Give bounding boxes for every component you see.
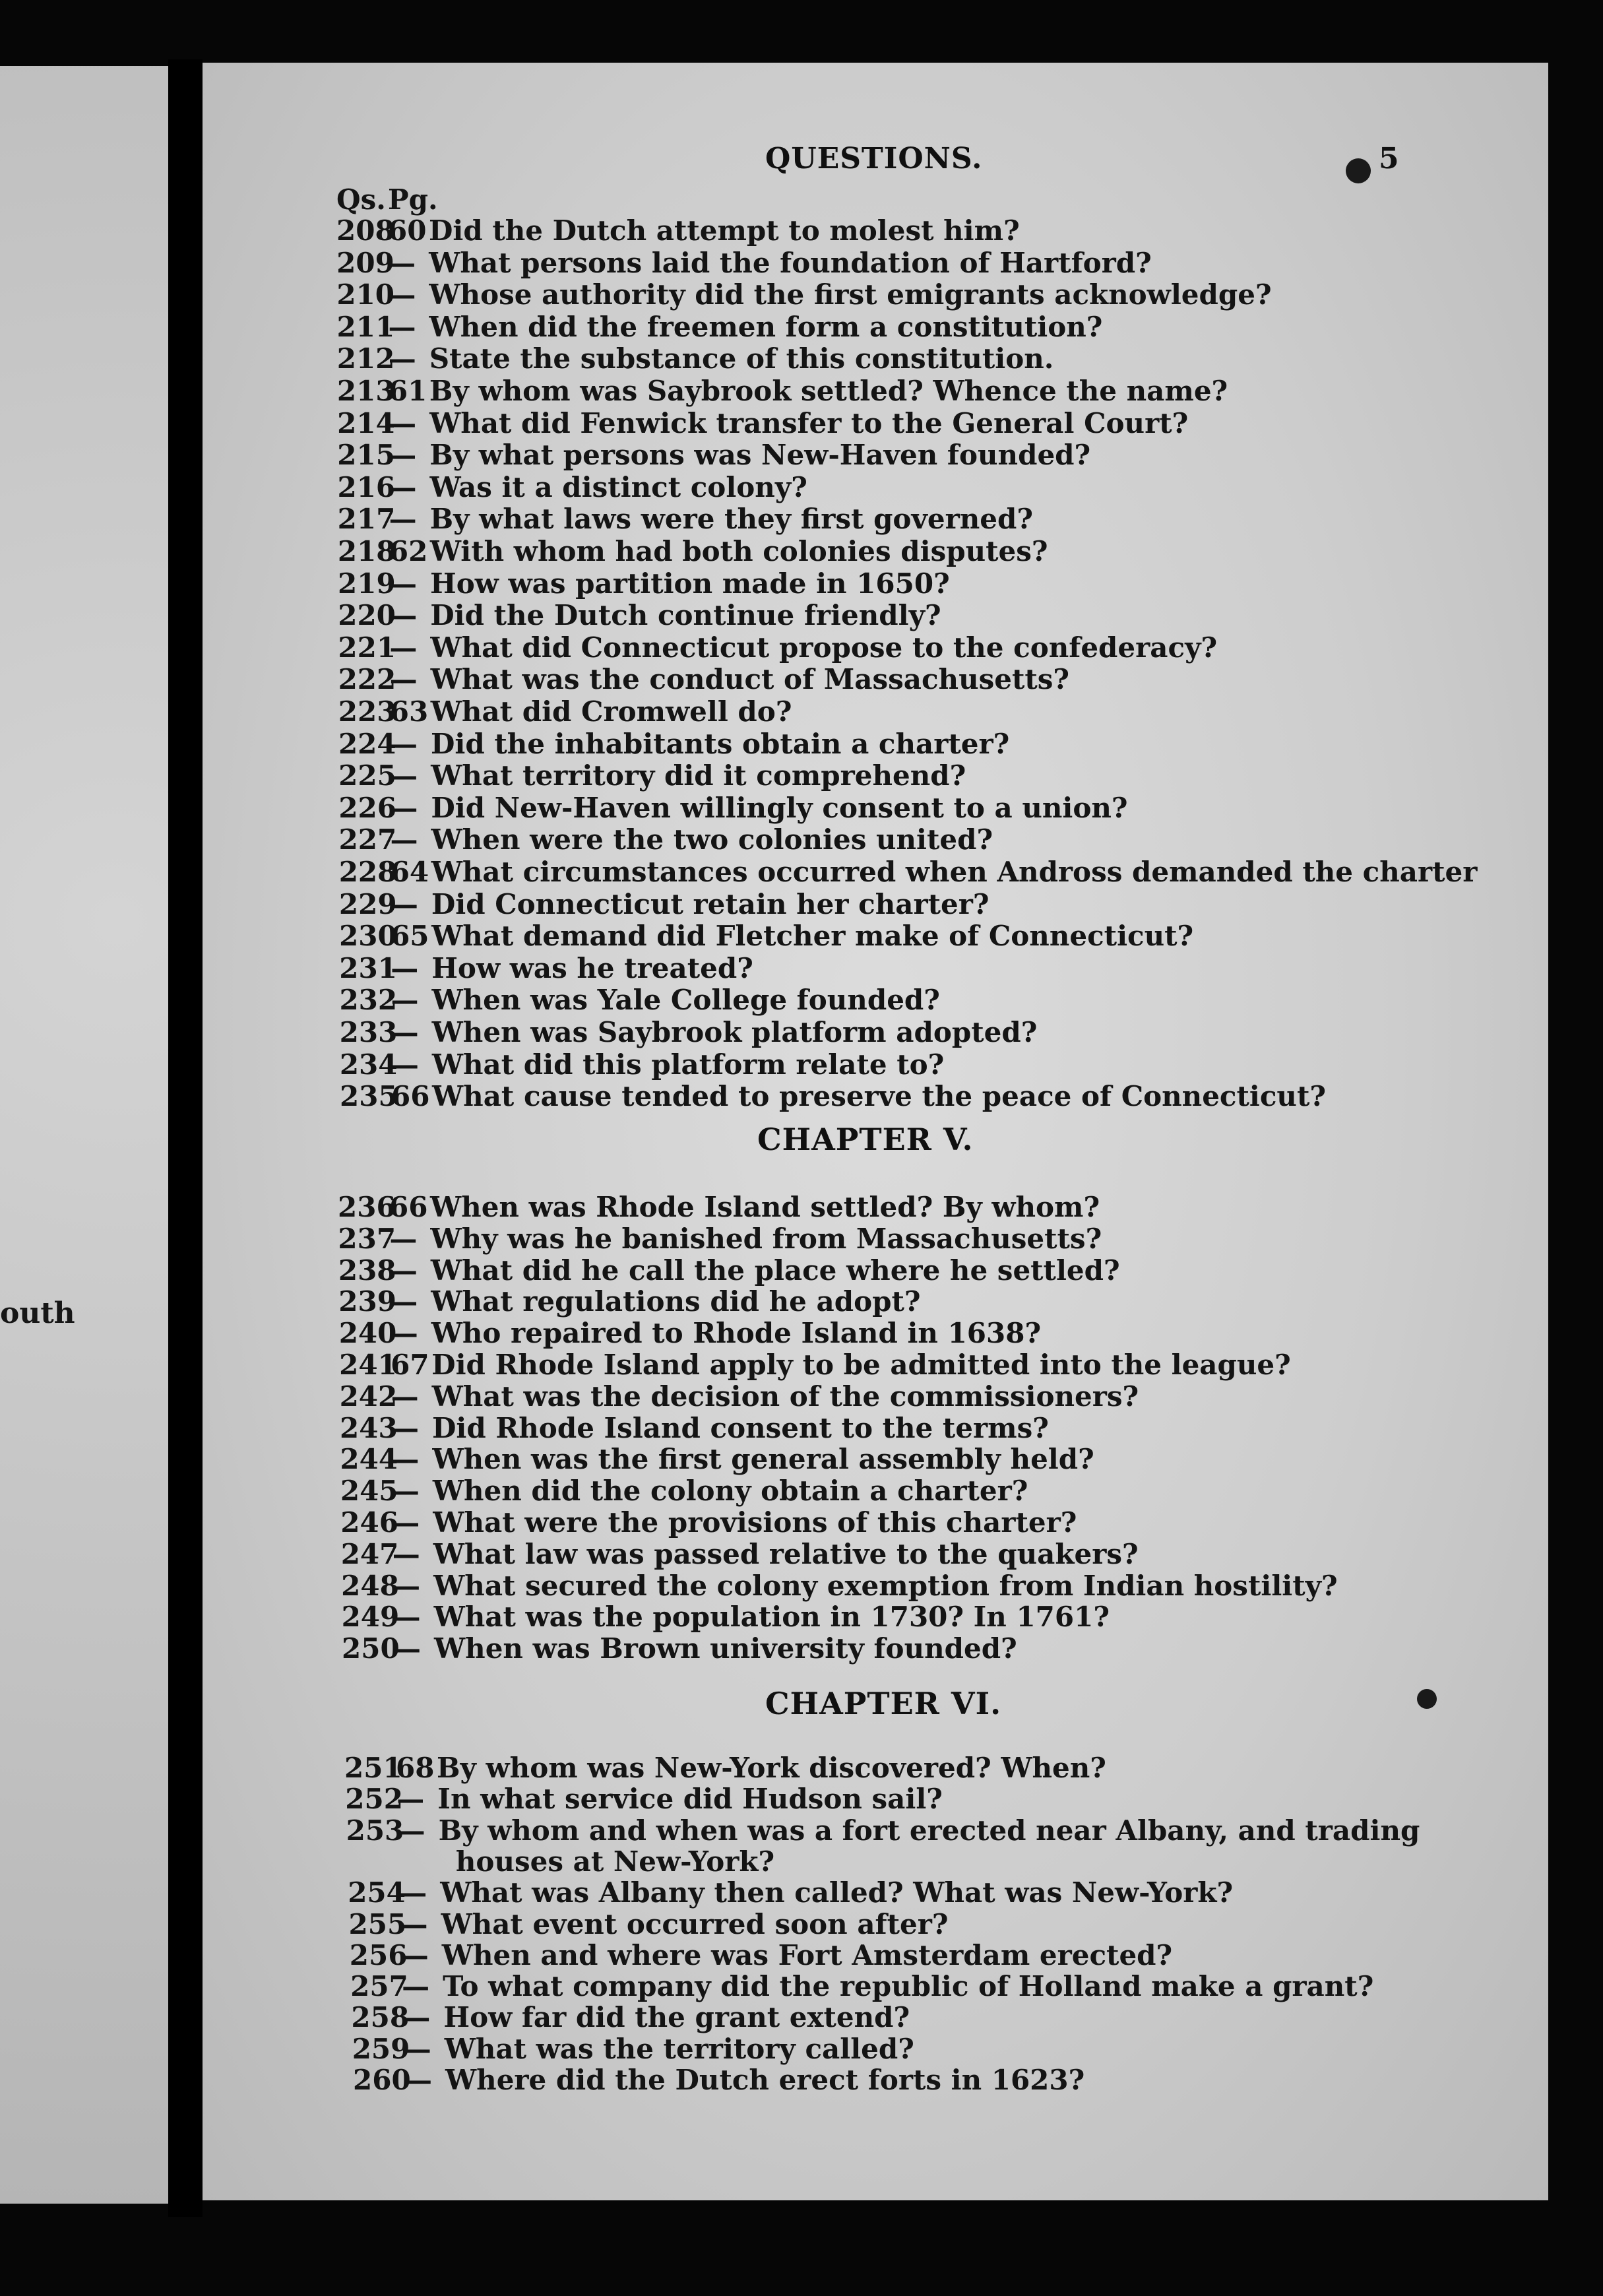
page-reference: 63 (389, 695, 429, 728)
question-line (338, 1191, 1100, 1224)
question-line (350, 1970, 1373, 2003)
page-reference: 67 (391, 1349, 429, 1381)
page-reference: — (388, 278, 416, 311)
question-number: 235 (340, 1080, 398, 1113)
question-text: By what persons was New-Haven founded? (429, 439, 1091, 472)
page-reference: — (393, 1601, 421, 1634)
question-line (338, 1285, 920, 1318)
question-text: What was the territory called? (444, 2032, 914, 2065)
book-gutter (168, 59, 203, 2217)
left-page-text-fragment: outh (0, 1296, 75, 1330)
question-line (340, 1443, 1094, 1476)
page-reference: — (389, 567, 418, 600)
page-reference: — (389, 1222, 418, 1255)
question-line (339, 856, 1478, 889)
question-number: 226 (338, 791, 396, 824)
page-reference: — (403, 2032, 431, 2065)
question-number: 219 (338, 567, 396, 600)
question-text: What territory did it comprehend? (431, 759, 966, 792)
question-line (337, 342, 1054, 375)
question-text: What circumstances occurred when Andross demanded the charter (431, 856, 1478, 888)
question-number: 233 (339, 1016, 398, 1048)
question-text: What regulations did he adopt? (431, 1285, 921, 1318)
question-line (341, 1570, 1338, 1603)
question-text: What did this platform relate to? (431, 1048, 945, 1081)
question-text: By whom was New-York discovered? When? (437, 1752, 1106, 1784)
question-line (340, 1080, 1326, 1113)
question-line (346, 1814, 1420, 1847)
running-head: QUESTIONS. (765, 142, 983, 175)
question-line (337, 311, 1103, 344)
question-number: 237 (338, 1222, 396, 1255)
question-line (338, 631, 1217, 664)
question-text: State the substance of this constitution. (429, 342, 1054, 375)
page-reference: — (389, 406, 417, 439)
question-text: When did the colony obtain a charter? (432, 1475, 1028, 1508)
column-header (336, 183, 438, 216)
question-number: 234 (339, 1048, 398, 1081)
page-reference: — (391, 1475, 420, 1508)
page-reference: 60 (388, 214, 427, 247)
question-text: Did Rhode Island consent to the terms? (432, 1411, 1049, 1444)
page-reference: 62 (389, 535, 428, 567)
question-line (342, 1601, 1110, 1634)
page-number: 5 (1379, 142, 1399, 175)
page-reference: — (389, 631, 418, 664)
question-line (344, 1752, 1106, 1785)
question-line (338, 503, 1033, 536)
question-line (338, 599, 941, 632)
question-text: How was he treated? (431, 951, 753, 984)
question-number: 250 (342, 1632, 400, 1665)
page-reference: — (389, 503, 417, 536)
question-text: Was it a distinct colony? (429, 470, 807, 503)
question-number: 216 (337, 470, 396, 503)
question-number: 213 (336, 375, 395, 407)
question-text: With whom had both colonies disputes? (429, 535, 1048, 567)
question-text: What were the provisions of this charter? (433, 1506, 1077, 1539)
question-line (339, 920, 1193, 953)
question-number: 212 (336, 342, 395, 375)
page-reference: — (389, 470, 417, 503)
page-reference: — (390, 1317, 418, 1350)
question-number: 230 (339, 920, 397, 953)
question-number: 248 (341, 1569, 399, 1602)
question-text: When was Rhode Island settled? By whom? (430, 1191, 1100, 1223)
question-number: 240 (338, 1317, 397, 1350)
question-text: What did Cromwell do? (430, 695, 792, 728)
question-text: What law was passed relative to the quakers? (433, 1537, 1139, 1570)
page-reference: — (397, 1814, 425, 1847)
question-number: 246 (340, 1506, 398, 1539)
question-text: What secured the colony exemption from Indian hostility? (433, 1569, 1338, 1602)
question-text: Did Connecticut retain her charter? (431, 887, 990, 920)
question-line (340, 1475, 1028, 1508)
question-number: 222 (338, 663, 396, 696)
page-reference: 66 (389, 1191, 428, 1223)
page-reference: — (388, 310, 416, 343)
question-line (342, 1632, 1017, 1665)
question-line (338, 695, 792, 728)
question-line (339, 984, 939, 1017)
question-number: 245 (340, 1475, 398, 1508)
question-line (348, 1876, 1233, 1909)
question-text: What demand did Fletcher make of Connecticut? (431, 920, 1194, 953)
question-text: houses at New-York? (455, 1845, 775, 1878)
page-reference: — (389, 1254, 418, 1287)
page-reference: — (391, 1016, 419, 1048)
question-text: What event occurred soon after? (441, 1907, 949, 1940)
question-number: 244 (340, 1443, 398, 1476)
question-text: What was the decision of the commissioners? (431, 1380, 1139, 1413)
question-line (338, 759, 966, 792)
question-line (340, 1048, 944, 1081)
question-text: By whom was Saybrook settled? Whence the name? (429, 375, 1228, 407)
page-reference: — (392, 1506, 420, 1539)
question-line (340, 1412, 1049, 1445)
page-reference: — (389, 439, 417, 472)
question-text: What cause tended to preserve the peace of Connecticut? (432, 1080, 1326, 1113)
question-line (336, 278, 1271, 311)
page-reference: — (388, 342, 416, 375)
question-text: What was the conduct of Massachusetts? (430, 663, 1070, 696)
question-text: Did New-Haven willingly consent to a union? (431, 791, 1128, 824)
page-reference: — (389, 727, 418, 760)
question-line (339, 1349, 1291, 1382)
question-text: Did the Dutch continue friendly? (430, 599, 941, 632)
question-number: 220 (338, 599, 396, 632)
question-line (351, 2001, 910, 2034)
question-number: 217 (337, 503, 396, 536)
page-reference: — (391, 984, 419, 1017)
question-line (338, 728, 1009, 761)
question-text: What did he call the place where he settled? (430, 1254, 1120, 1287)
question-line (336, 247, 1152, 280)
page-reference: — (390, 887, 418, 920)
question-number: 241 (339, 1349, 397, 1381)
question-line (340, 1506, 1077, 1539)
question-line (337, 407, 1188, 440)
question-number: 210 (336, 278, 395, 311)
left-page-edge (0, 66, 168, 2204)
question-number: 215 (337, 439, 395, 472)
question-line (337, 439, 1090, 472)
question-number: 247 (340, 1537, 399, 1570)
page-reference: — (393, 1632, 421, 1665)
page-reference: — (390, 1285, 418, 1318)
question-number: 232 (339, 984, 398, 1017)
question-number: 249 (341, 1601, 400, 1634)
question-number: 221 (338, 631, 396, 664)
page-reference: 64 (390, 856, 429, 888)
page-reference: — (391, 951, 419, 984)
question-number: 236 (338, 1191, 396, 1223)
page-reference: — (388, 246, 416, 279)
question-number: 242 (339, 1380, 398, 1413)
question-text: When was Brown university founded? (434, 1632, 1017, 1665)
question-text: What persons laid the foundation of Hartford? (429, 246, 1152, 279)
page-reference: — (399, 1876, 427, 1909)
page-reference: — (390, 759, 418, 792)
question-text: By what laws were they first governed? (429, 503, 1033, 536)
question-line (350, 1939, 1172, 1972)
question-text: What did Connecticut propose to the confederacy? (430, 631, 1218, 664)
question-number: 257 (350, 1970, 408, 2003)
page-reference: — (404, 2064, 432, 2096)
question-number: 255 (348, 1907, 407, 1940)
question-number: 256 (349, 1938, 408, 1971)
page-reference: — (402, 2001, 431, 2034)
question-text: Did the Dutch attempt to molest him? (429, 214, 1020, 247)
question-text: When and where was Fort Amsterdam erected? (441, 1938, 1173, 1971)
question-text: Did Rhode Island apply to be admitted into the league? (431, 1349, 1291, 1381)
column-header-pg: Pg. (388, 183, 438, 216)
question-text: How far did the grant extend? (443, 2001, 910, 2034)
question-text: When was Yale College founded? (431, 984, 940, 1017)
page-reference: — (391, 1443, 420, 1476)
column-header-qs: Qs. (336, 183, 386, 216)
question-text: When were the two colonies united? (431, 823, 993, 856)
question-line (339, 952, 753, 985)
page-reference: — (392, 1537, 420, 1570)
question-line (339, 888, 990, 921)
page-reference: — (393, 1569, 421, 1602)
question-text: To what company did the republic of Holland make a grant? (443, 1970, 1374, 2003)
question-line (456, 1845, 774, 1878)
question-number: 229 (338, 887, 397, 920)
question-number: 227 (338, 823, 397, 856)
page-reference: — (389, 663, 418, 696)
question-number: 254 (348, 1876, 406, 1909)
question-line (345, 1783, 943, 1816)
ink-spot (1346, 158, 1371, 183)
page-reference: — (396, 1783, 425, 1816)
page-reference: 65 (391, 920, 429, 953)
question-number: 252 (345, 1783, 403, 1816)
page-reference: — (391, 1411, 419, 1444)
question-line (338, 663, 1069, 696)
question-text: In what service did Hudson sail? (437, 1783, 943, 1816)
question-text: When was Saybrook platform adopted? (431, 1016, 1038, 1048)
question-number: 209 (336, 246, 394, 279)
question-number: 238 (338, 1254, 396, 1287)
chapter-heading: CHAPTER V. (757, 1122, 974, 1157)
question-text: By whom and when was a fort erected near Albany, and trading (438, 1814, 1420, 1847)
question-line (353, 2064, 1084, 2097)
question-number: 223 (338, 695, 396, 728)
question-number: 253 (346, 1814, 404, 1847)
question-line (337, 375, 1228, 408)
question-line (336, 214, 1020, 247)
question-text: Did the inhabitants obtain a charter? (430, 727, 1010, 760)
question-text: When was the first general assembly held? (432, 1443, 1094, 1476)
question-line (337, 471, 807, 504)
question-line (340, 1380, 1139, 1413)
question-line (341, 1538, 1139, 1571)
question-line (352, 2033, 914, 2066)
question-line (338, 792, 1127, 825)
ink-spot (1417, 1689, 1437, 1709)
question-number: 243 (340, 1411, 398, 1444)
question-text: What did Fenwick transfer to the General Court? (429, 406, 1189, 439)
page-reference: — (400, 1907, 428, 1940)
question-text: When did the freemen form a constitution? (429, 310, 1103, 343)
question-text: How was partition made in 1650? (430, 567, 950, 600)
question-number: 224 (338, 727, 396, 760)
question-line (338, 567, 950, 600)
question-line (339, 823, 993, 856)
question-line (340, 1016, 1038, 1049)
question-text: What was Albany then called? What was New-York? (440, 1876, 1234, 1909)
question-text: What was the population in 1730? In 1761? (433, 1601, 1110, 1634)
question-number: 258 (351, 2001, 410, 2034)
page-reference: — (390, 791, 418, 824)
question-number: 214 (337, 406, 395, 439)
question-number: 218 (337, 535, 396, 567)
question-line (338, 535, 1048, 568)
question-number: 259 (352, 2032, 410, 2065)
question-text: Whose authority did the first emigrants acknowledge? (429, 278, 1272, 311)
page-reference: — (391, 1048, 419, 1081)
question-line (338, 1223, 1102, 1256)
page-reference: — (402, 1970, 430, 2003)
page-reference: — (389, 599, 418, 632)
page-reference: — (391, 1380, 419, 1413)
page-reference: — (390, 823, 418, 856)
question-number: 208 (336, 214, 394, 247)
question-line (338, 1254, 1120, 1287)
question-number: 228 (338, 856, 397, 888)
question-line (339, 1317, 1041, 1350)
question-number: 251 (344, 1752, 402, 1784)
question-text: Where did the Dutch erect forts in 1623? (445, 2064, 1085, 2096)
question-text: Why was he banished from Massachusetts? (430, 1222, 1102, 1255)
page-reference: — (400, 1938, 429, 1971)
question-number: 225 (338, 759, 396, 792)
page-reference: 66 (391, 1080, 430, 1113)
chapter-heading: CHAPTER VI. (765, 1686, 1002, 1721)
question-number: 260 (353, 2064, 411, 2096)
page-reference: 68 (396, 1752, 435, 1784)
question-text: Who repaired to Rhode Island in 1638? (431, 1317, 1042, 1350)
question-number: 231 (339, 951, 397, 984)
question-number: 239 (338, 1285, 396, 1318)
question-number: 211 (336, 310, 395, 343)
page-reference: 61 (388, 375, 427, 407)
question-line (349, 1908, 949, 1941)
